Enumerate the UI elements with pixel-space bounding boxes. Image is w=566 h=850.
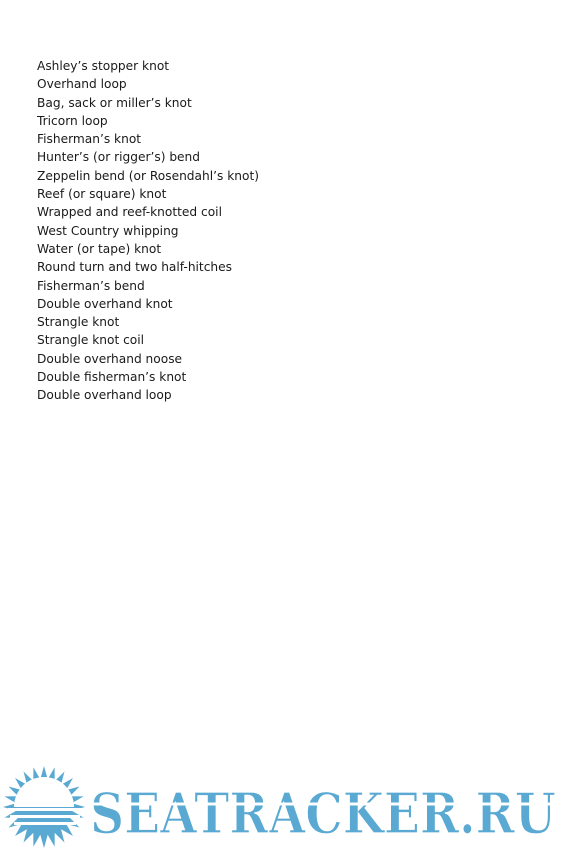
- list-item: Reef (or square) knot: [37, 187, 167, 202]
- list-item: Double overhand noose: [37, 351, 183, 366]
- list-item: Hunter’s (or rigger’s) bend: [37, 150, 201, 165]
- list-item: West Country whipping: [37, 223, 179, 238]
- knot-list: [37, 57, 259, 405]
- list-item: Wrapped and reef-knotted coil: [37, 205, 222, 220]
- list-item: Round turn and two half-hitches: [37, 260, 232, 275]
- list-item: Zeppelin bend (or Rosendahl’s knot): [37, 168, 259, 183]
- list-item: Strangle knot: [37, 315, 120, 330]
- list-item: Fisherman’s knot: [37, 132, 142, 147]
- sun-disc: [14, 777, 74, 807]
- list-item: Strangle knot coil: [37, 333, 145, 348]
- list-item: Bag, sack or miller’s knot: [37, 95, 192, 110]
- list-item: Water (or tape) knot: [37, 241, 162, 256]
- list-item: Double fisherman’s knot: [37, 370, 187, 385]
- list-item: Fisherman’s bend: [37, 278, 145, 293]
- list-item: Tricorn loop: [37, 113, 108, 128]
- sun-over-sea-icon: [3, 766, 85, 848]
- watermark-text: SEATRACKER.RU: [90, 781, 556, 847]
- list-item: Double overhand loop: [37, 388, 172, 403]
- seatracker-watermark: [0, 764, 566, 850]
- list-item: Overhand loop: [37, 77, 127, 92]
- list-item: Ashley’s stopper knot: [37, 59, 170, 73]
- list-item: Double overhand knot: [37, 296, 173, 311]
